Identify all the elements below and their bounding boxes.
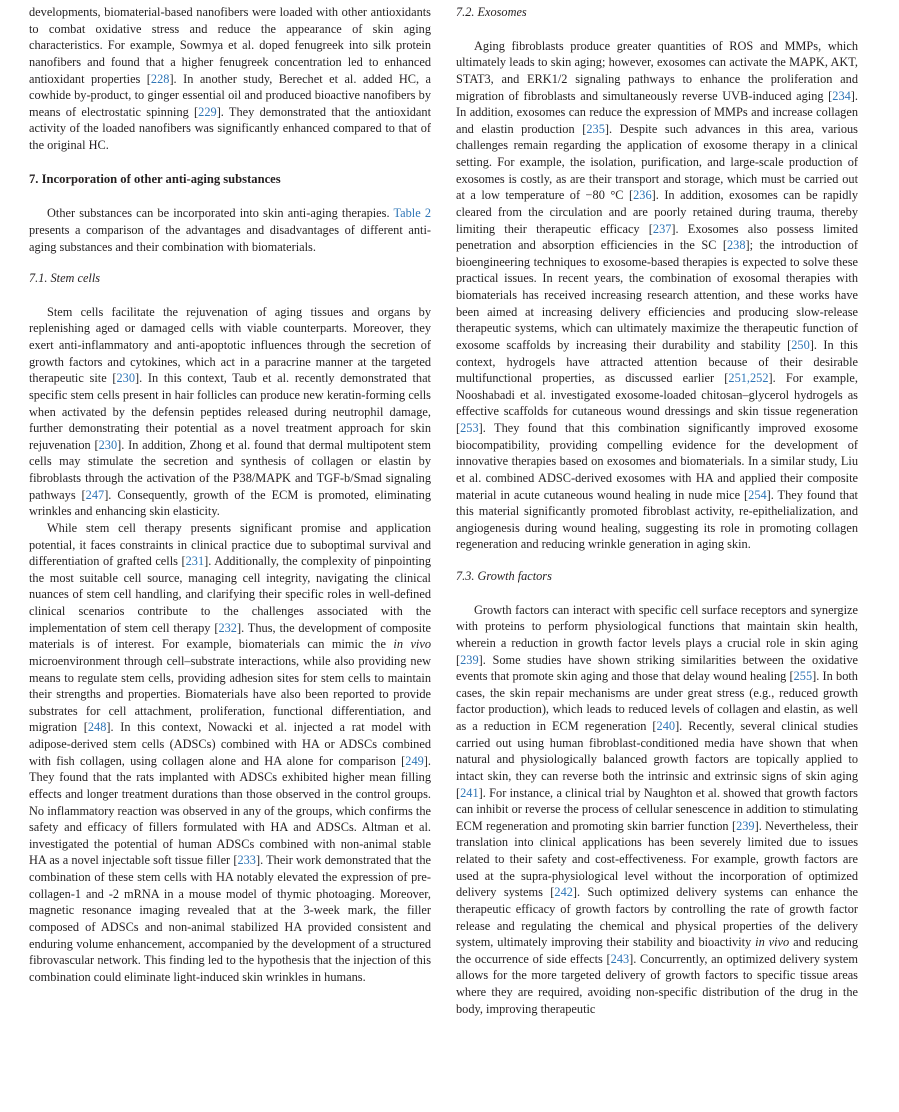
- citation-link[interactable]: 229: [198, 104, 217, 119]
- citation-link[interactable]: 239: [736, 818, 755, 833]
- subsection-7-2-heading: 7.2. Exosomes: [456, 5, 527, 19]
- right-column: [456, 4, 858, 1017]
- citation-link[interactable]: 235: [586, 121, 605, 136]
- italic-term: in vivo: [393, 637, 432, 652]
- citation-link[interactable]: 228: [150, 71, 170, 86]
- citation-link[interactable]: 231: [185, 554, 205, 569]
- paragraph-stem-cells-intro: Stem cells facilitate the rejuvenation of aging tissues and organs by replenishing aged or damaged cells with viable counterparts. Moreover, they exert anti-inflammatory and anti-apoptotic influences through the secretion of growth factors and cytokines, which act in a paracrine manner at the targeted therapeutic site [230]. In this context, Taub et al. recently demonstrated that specific stem cells present in hair follicles can produce new keratin-forming cells when activated by the defensin peptides released during neutrophil damage, further demonstrating their potential as a novel treatment approach for skin rejuvenation [230]. In addition, Zhong et al. found that dermal multipotent stem cells may stimulate the secretion and synthesis of collagen or elastin by fibroblasts through the activation of the P38/MAPK and TGF-b/Smad signaling pathways [247]. Consequently, growth of the ECM is promoted, eliminating wrinkles and enhancing skin elasticity.: [29, 304, 431, 519]
- citation-link[interactable]: 236: [633, 188, 652, 203]
- subsection-7-3-heading: 7.3. Growth factors: [456, 569, 552, 583]
- citation-link[interactable]: 255: [793, 669, 813, 684]
- citation-link[interactable]: 247: [85, 487, 105, 502]
- section-7-heading: 7. Incorporation of other anti-aging substances: [29, 171, 281, 186]
- citation-link[interactable]: 253: [460, 421, 479, 435]
- citation-link[interactable]: 230: [98, 437, 118, 452]
- citation-link[interactable]: 239: [460, 652, 479, 667]
- citation-link[interactable]: 251,252: [728, 371, 769, 386]
- citation-link[interactable]: 237: [652, 221, 672, 236]
- italic-term: in vivo: [755, 935, 790, 950]
- citation-link[interactable]: 241: [460, 785, 479, 800]
- citation-link[interactable]: 248: [87, 720, 107, 735]
- citation-link[interactable]: 242: [554, 885, 573, 900]
- paragraph-other-substances: Other substances can be incorporated into skin anti-aging therapies. Table 2 presents a comparison of the advantages and disadvantages of different anti-aging substances and their combination with biomaterials.: [29, 206, 431, 254]
- citation-link[interactable]: 230: [116, 371, 135, 386]
- citation-link[interactable]: 240: [656, 719, 676, 733]
- citation-link[interactable]: Table 2: [393, 206, 431, 221]
- citation-link[interactable]: 234: [832, 88, 851, 103]
- citation-link[interactable]: 254: [748, 487, 767, 502]
- citation-link[interactable]: 249: [405, 753, 424, 768]
- paragraph-stem-cells-composites: While stem cell therapy presents significant promise and application potential, it faces constraints in clinical practice due to suboptimal survival and differentiation of grafted cells [231]. Additionally, the complexity of pinpointing the most suitable cell source, managing cell integrity, navigating the clinical nuances of stem cell handling, and clarifying their specific roles in well-defined clinical scenarios contribute to the challenges associated with the implementation of stem cell therapy [232]. Thus, the development of composite materials is of interest. For example, biomaterials can mimic the in vivo microenvironment through cell–substrate interactions, while also providing new means to regulate stem cells, providing adhesion sites for stem cells to maintain their strengths and properties. Biomaterials have also been reported to provide substrates for cell attachment, proliferation, functional differentiation, and migration [248]. In this context, Nowacki et al. injected a rat model with adipose-derived stem cells (ADSCs) combined with HA or ADSCs combined with fish collagen, using collagen alone and HA alone for comparison [249]. They found that the rats implanted with ADSCs exhibited higher mean filling effects and longer treatment durations than those observed in the control groups. No inflammatory reaction was observed in any of the groups, which confirms the safety and efficacy of fillers formulated with HA and ADSCs. Altman et al. investigated the potential of human ADSCs combined with non-animal stable HA as a novel injectable soft tissue filler [233]. Their work demonstrated that the combination of these stem cells with HA notably elevated the expression of pre-collagen-1 and -2 mRNA in a mouse model of thymic photoaging. Moreover, magnetic resonance imaging revealed that at the 3-week mark, the filler composed of ADSCs and non-animal stabilized HA provided consistent and enduring volume enhancement, accompanied by the development of a structured fibrovascular network. This finding led to the hypothesis that the injection of this combination could eliminate light-induced skin wrinkles in humans.: [29, 520, 432, 984]
- citation-link[interactable]: 232: [218, 620, 237, 635]
- paragraph-nanofibers-continued: developments, biomaterial-based nanofibers were loaded with other antioxidants to combat oxidative stress and reduce the appearance of skin aging characteristics. For example, Sowmya et al. doped fenugreek into silk protein nanofibers and found that a higher fenugreek concentration led to enhanced antioxidant properties [228]. In another study, Berechet et al. added HC, a cowhide by-product, to ginger essential oil and produced bioactive nanofibers by means of electrostatic spinning [229]. They demonstrated that the antioxidant activity of the loaded nanofibers was significantly enhanced compared to that of the original HC.: [29, 5, 432, 152]
- paragraph-exosomes: Aging fibroblasts produce greater quantities of ROS and MMPs, which ultimately leads to skin aging; however, exosomes can activate the MAPK, AKT, STAT3, and ERK1/2 signaling pathways to enhance the proliferation and migration of fibroblasts and simultaneously reverse UVB-induced aging [234]. In addition, exosomes can reduce the expression of MMPs and increase collagen and elastin production [235]. Despite such advances in this area, various challenges remain regarding the application of exosome therapy in a clinical setting. For example, the isolation, purification, and large-scale production of exosomes is costly, as are their transport and storage, which must be carried out at a low temperature of −80 °C [236]. In addition, exosomes can be rapidly cleared from the circulation and are poorly retained during trauma, thereby limiting their therapeutic efficacy [237]. Exosomes also possess limited penetration and absorption efficiencies in the SC [238]; the introduction of bioengineering techniques to exosome-based therapies is expected to solve these practical issues. In recent years, the combination of exosomal therapies with biomaterials has received increasing research attention, and these works have been aimed at increasing delivery efficiencies and producing slow-release therapeutic systems, which can ultimately maximize the therapeutic function of exosome scaffolds by increasing their durability and stability [250]. In this context, hydrogels have attracted attention because of their desirable multifunctional properties, as discussed earlier [251,252]. For example, Nooshabadi et al. investigated exosome-loaded chitosan–glycerol hydrogels as effective scaffolds for cutaneous wound dressings and skin tissue regeneration [253]. They found that this combination significantly improved exosome biocompatibility, providing compelling evidence for the development of innovative therapies based on exosomes and biomaterials. In a similar study, Liu et al. combined ADSC-derived exosomes with HA and applied their composite material in acute cutaneous wound healing in nude mice [254]. They found that this material significantly promoted fibroblast activity, re-epithelialization, and angiogenesis during wound healing, suggesting its role in promoting collagen regeneration and reducing wrinkle generation in aging skin.: [456, 38, 859, 552]
- left-column: [29, 4, 431, 985]
- subsection-7-1-heading: 7.1. Stem cells: [29, 271, 101, 286]
- citation-link[interactable]: 250: [791, 337, 810, 352]
- citation-link[interactable]: 243: [610, 951, 630, 966]
- citation-link[interactable]: 238: [726, 238, 746, 253]
- paragraph-growth-factors: Growth factors can interact with specific cell surface receptors and synergize with proteins to perform physiological functions that maintain skin health, wherein a reduction in growth factor levels plays a crucial role in skin aging [239]. Some studies have shown striking similarities between the oxidative events that promote skin aging and those that delay wound healing [255]. In both cases, the skin repair mechanisms are under great stress (e.g., reduced growth factor production), which leads to reduced levels of collagen and elastin, as well as a reduction in ECM regeneration [240]. Recently, several clinical studies carried out using human fibroblast-conditioned media have shown that when natural and physiologically balanced growth factors are topically applied to intact skin, they can reverse both the intrinsic and extrinsic signs of skin aging [241]. For instance, a clinical trial by Naughton et al. showed that growth factors can inhibit or reverse the process of cellular senescence in addition to stimulating ECM regeneration and promoting skin barrier function [239]. Nevertheless, their translation into clinical applications has been severely limited due to issues related to their safety and cost-effectiveness. For example, growth factors are used at the supra-physiological level without the incorporation of optimized delivery systems [242]. Such optimized delivery systems can enhance the therapeutic efficacy of growth factors by controlling the rate of growth factor release and regulating the chemical and physical properties of the delivery system, ultimately improving their stability and bioactivity in vivo and reducing the occurrence of side effects [243]. Concurrently, an optimized delivery system allows for the more targeted delivery of growth factors to specific tissue areas where they are required, avoiding non-specific distribution of the drug in the body, improving therapeutic: [456, 602, 859, 1016]
- citation-link[interactable]: 233: [237, 853, 256, 868]
